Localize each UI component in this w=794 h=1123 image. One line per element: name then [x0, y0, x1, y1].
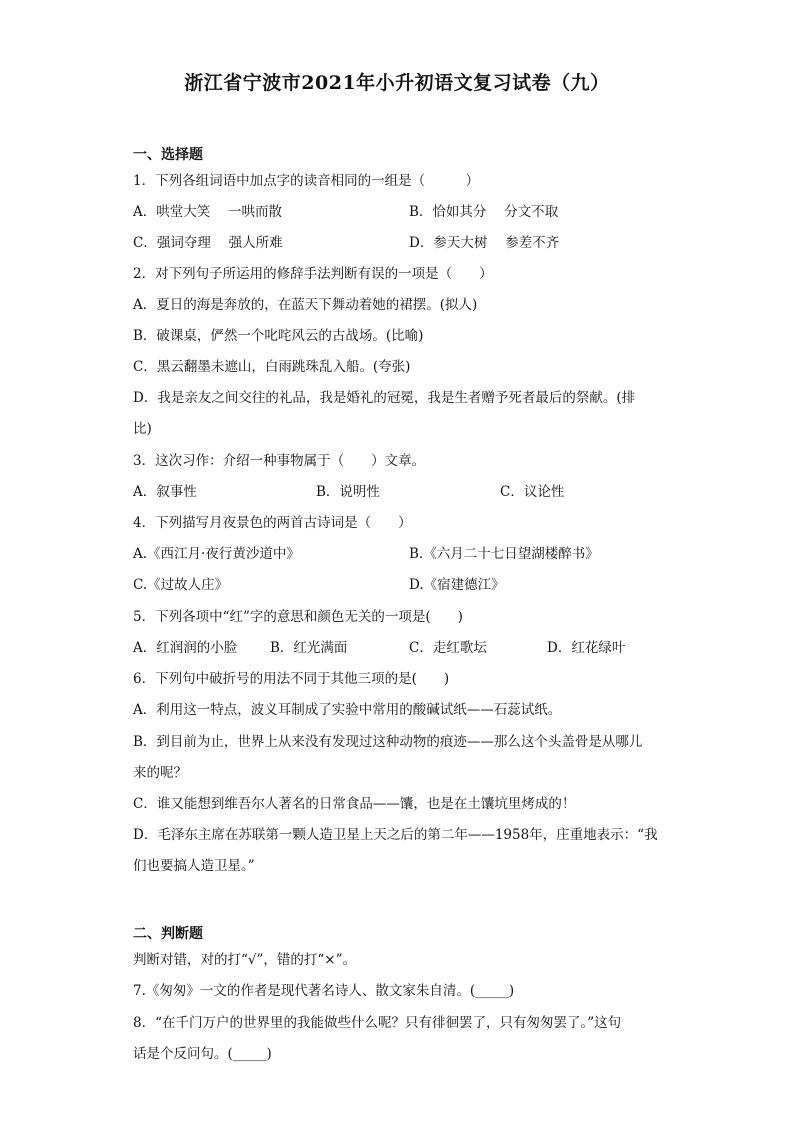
question-2-option-d-continued: 比): [133, 421, 152, 437]
section-heading-judgement: 二、判断题: [133, 926, 203, 942]
question-3-option-c: C．议论性: [500, 484, 565, 500]
question-3-stem: 3．这次习作：介绍一种事物属于（ ）文章。: [133, 453, 426, 469]
question-1-stem: 1．下列各组词语中加点字的读音相同的一组是（ ）: [133, 173, 480, 189]
question-4-option-d: D.《宿建德江》: [409, 577, 505, 593]
question-5-option-c: C．走红歌坛: [409, 640, 487, 656]
question-6-option-c: C．谁又能想到维吾尔人著名的日常食品——馕，也是在土馕坑里烤成的！: [133, 796, 576, 812]
question-2-option-b: B．破课桌，俨然一个叱咤风云的古战场。(比喻): [133, 328, 424, 344]
question-5-option-d: D．红花绿叶: [547, 640, 626, 656]
question-6-option-b: B．到目前为止，世界上从来没有发现过这种动物的痕迹——那么这个头盖骨是从哪儿: [133, 734, 643, 750]
question-5-option-b: B．红光满面: [270, 640, 348, 656]
judgement-instructions: 判断对错，对的打“√”，错的打“×”。: [133, 952, 357, 968]
question-1-option-c: C．强词夺理 强人所难: [133, 235, 283, 251]
question-3-option-b: B．说明性: [316, 484, 380, 500]
question-1-option-a: A．哄堂大笑 一哄而散: [133, 204, 283, 220]
question-5-stem: 5．下列各项中“红”字的意思和颜色无关的一项是( ): [133, 609, 463, 625]
question-1-option-d: D．参天大树 参差不齐: [409, 235, 560, 251]
question-2-option-d: D．我是亲友之间交往的礼品，我是婚礼的冠冕，我是生者赠予死者最后的祭献。(排: [133, 390, 636, 406]
question-7: 7.《匆匆》一文的作者是现代著名诗人、散文家朱自清。(_____): [133, 983, 515, 999]
question-3-option-a: A．叙事性: [133, 484, 197, 500]
question-8: 8．“在千门万户的世界里的我能做些什么呢？只有徘徊罢了，只有匆匆罢了。”这句: [133, 1015, 622, 1031]
question-5-option-a: A．红润润的小脸: [133, 640, 238, 656]
question-4-option-a: A.《西江月·夜行黄沙道中》: [133, 546, 300, 562]
question-6-option-a: A．利用这一特点，波义耳制成了实验中常用的酸碱试纸——石蕊试纸。: [133, 702, 562, 718]
page-title: 浙江省宁波市2021年小升初语文复习试卷（九）: [184, 72, 610, 94]
question-4-stem: 4．下列描写月夜景色的两首古诗词是（ ）: [133, 515, 412, 531]
question-2-stem: 2．对下列句子所运用的修辞手法判断有误的一项是（ ）: [133, 266, 493, 282]
question-4-option-c: C.《过故人庄》: [133, 577, 229, 593]
question-2-option-c: C．黑云翻墨未遮山，白雨跳珠乱入船。(夸张): [133, 359, 411, 375]
section-heading-choice: 一、选择题: [133, 147, 203, 163]
question-2-option-a: A．夏日的海是奔放的，在蓝天下舞动着她的裙摆。(拟人): [133, 297, 478, 313]
question-6-stem: 6．下列句中破折号的用法不同于其他三项的是( ): [133, 671, 450, 687]
question-1-option-b: B．恰如其分 分文不取: [409, 204, 559, 220]
question-6-option-d: D．毛泽东主席在苏联第一颗人造卫星上天之后的第二年——1958年，庄重地表示：“我: [133, 827, 658, 843]
question-8-continued: 话是个反问句。(_____): [133, 1046, 272, 1062]
question-6-option-d-continued: 们也要搞人造卫星。”: [133, 858, 255, 874]
question-4-option-b: B.《六月二十七日望湖楼醉书》: [409, 546, 599, 562]
question-6-option-b-continued: 来的呢？: [133, 765, 187, 781]
